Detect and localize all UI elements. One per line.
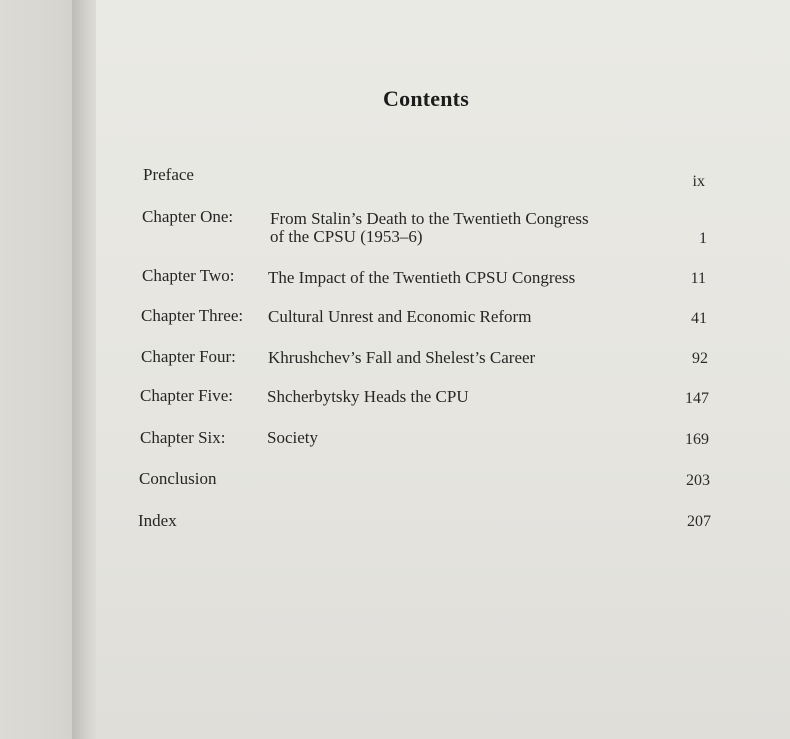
toc-page-chapter-five: 147 <box>685 390 709 407</box>
toc-page-chapter-one: 1 <box>699 230 707 247</box>
toc-title-chapter-four: Khrushchev’s Fall and Shelest’s Career <box>268 348 536 367</box>
toc-title-chapter-one: From Stalin’s Death to the Twentieth Congress <box>270 209 589 228</box>
toc-label-index: Index <box>138 511 177 530</box>
toc-page-index: 207 <box>687 513 711 530</box>
toc-page-chapter-four: 92 <box>692 350 708 367</box>
page-title: Contents <box>383 86 469 111</box>
toc-title-chapter-six: Society <box>267 428 318 447</box>
toc-label-conclusion: Conclusion <box>139 469 217 488</box>
toc-label-chapter-four: Chapter Four: <box>141 347 236 366</box>
toc-page-chapter-three: 41 <box>691 310 707 327</box>
toc-label-chapter-one: Chapter One: <box>142 207 234 226</box>
toc-title-chapter-one-line2: of the CPSU (1953–6) <box>270 227 423 246</box>
toc-page-preface: ix <box>692 173 705 190</box>
toc-page-chapter-two: 11 <box>690 270 706 287</box>
toc-label-chapter-six: Chapter Six: <box>140 428 226 447</box>
toc-page-conclusion: 203 <box>686 472 710 489</box>
toc-label-preface: Preface <box>143 165 194 184</box>
toc-title-chapter-two: The Impact of the Twentieth CPSU Congress <box>268 268 576 287</box>
toc-label-chapter-five: Chapter Five: <box>140 386 234 405</box>
toc-title-chapter-five: Shcherbytsky Heads the CPU <box>267 387 469 406</box>
toc-label-chapter-three: Chapter Three: <box>141 306 244 325</box>
toc-page-chapter-six: 169 <box>685 431 709 448</box>
toc-title-chapter-three: Cultural Unrest and Economic Reform <box>268 307 532 326</box>
toc-label-chapter-two: Chapter Two: <box>142 266 235 285</box>
